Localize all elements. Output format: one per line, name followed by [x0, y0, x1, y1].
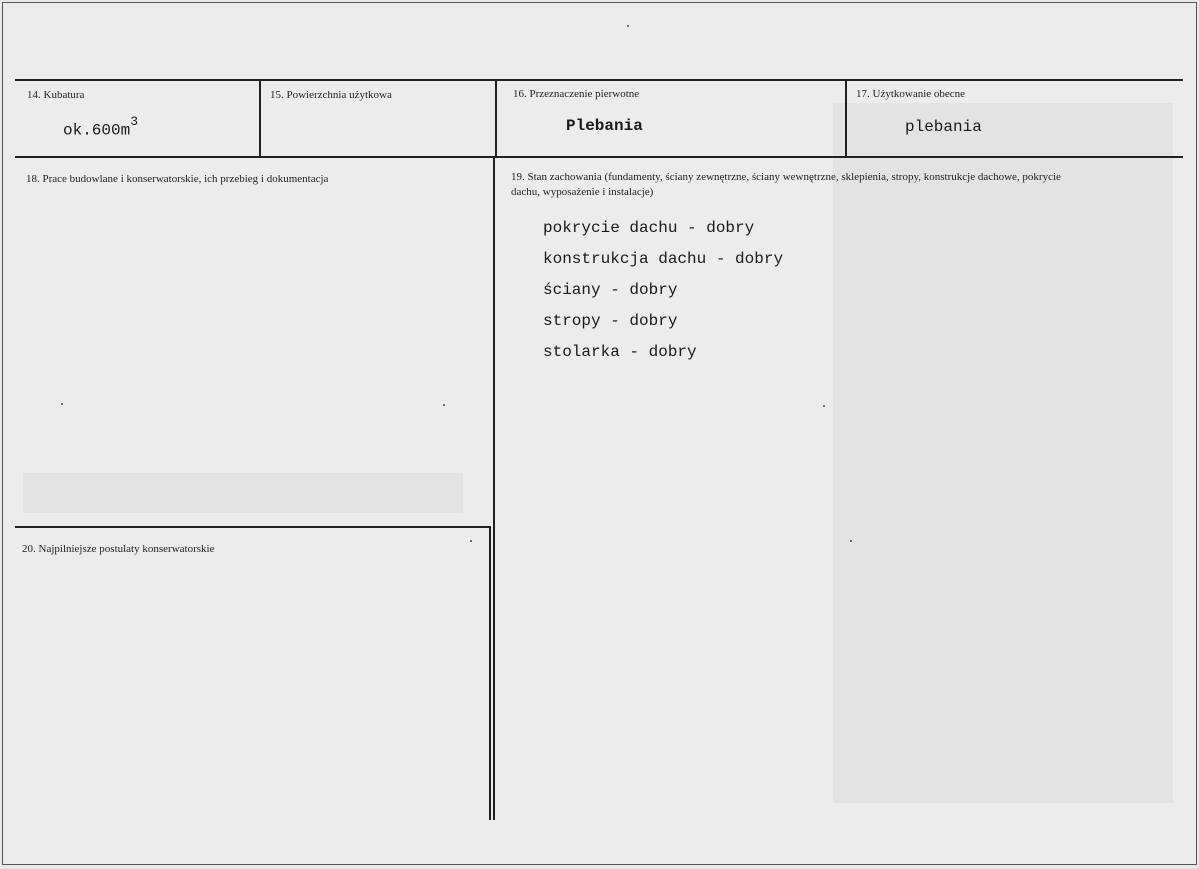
field-20-label: 20. Najpilniejsze postulaty konserwatorskie: [22, 543, 215, 555]
section18-bottom-rule: [15, 526, 491, 528]
field-14-value-text: ok.600m: [63, 121, 131, 140]
field-14-value: [63, 114, 139, 140]
condition-item: pokrycie dachu - dobry: [543, 219, 755, 237]
row1-bottom-rule: [15, 156, 1183, 158]
show-through-shadow: [833, 103, 1173, 803]
divider-14-15: [259, 80, 261, 157]
field-16-label: 16. Przeznaczenie pierwotne: [513, 88, 640, 100]
paper-speck: [850, 540, 852, 542]
condition-item: ściany - dobry: [543, 281, 678, 299]
divider-20-19: [489, 527, 491, 820]
field-18-label: 18. Prace budowlane i konserwatorskie, ich przebieg i dokumentacja: [26, 173, 329, 185]
field-19-label: 19. Stan zachowania (fundamenty, ściany zewnętrzne, ściany wewnętrzne, sklepienia, stropy, konstrukcje dachowe, pokrycie dachu, wyposażenie i instalacje): [511, 171, 1061, 198]
paper-speck: [823, 405, 825, 407]
paper-speck: [470, 540, 472, 542]
field-15-label: 15. Powierzchnia użytkowa: [270, 89, 392, 101]
top-rule: [15, 79, 1183, 81]
paper-speck: [443, 404, 445, 406]
paper-speck: [61, 403, 63, 405]
condition-item: konstrukcja dachu - dobry: [543, 250, 784, 268]
field-14-value-exponent: 3: [130, 114, 139, 129]
divider-16-17: [845, 80, 847, 157]
field-17-value: plebania: [905, 118, 982, 136]
paper-speck: [627, 25, 629, 27]
condition-item: stolarka - dobry: [543, 343, 697, 361]
field-14-label: 14. Kubatura: [27, 89, 85, 101]
show-through-shadow: [23, 473, 463, 513]
field-17-label: 17. Użytkowanie obecne: [856, 88, 966, 100]
field-16-value: Plebania: [566, 117, 643, 135]
divider-15-16: [495, 80, 497, 157]
condition-list: [543, 217, 783, 372]
record-card: [2, 2, 1197, 865]
condition-item: stropy - dobry: [543, 312, 678, 330]
divider-18-19: [493, 157, 495, 820]
